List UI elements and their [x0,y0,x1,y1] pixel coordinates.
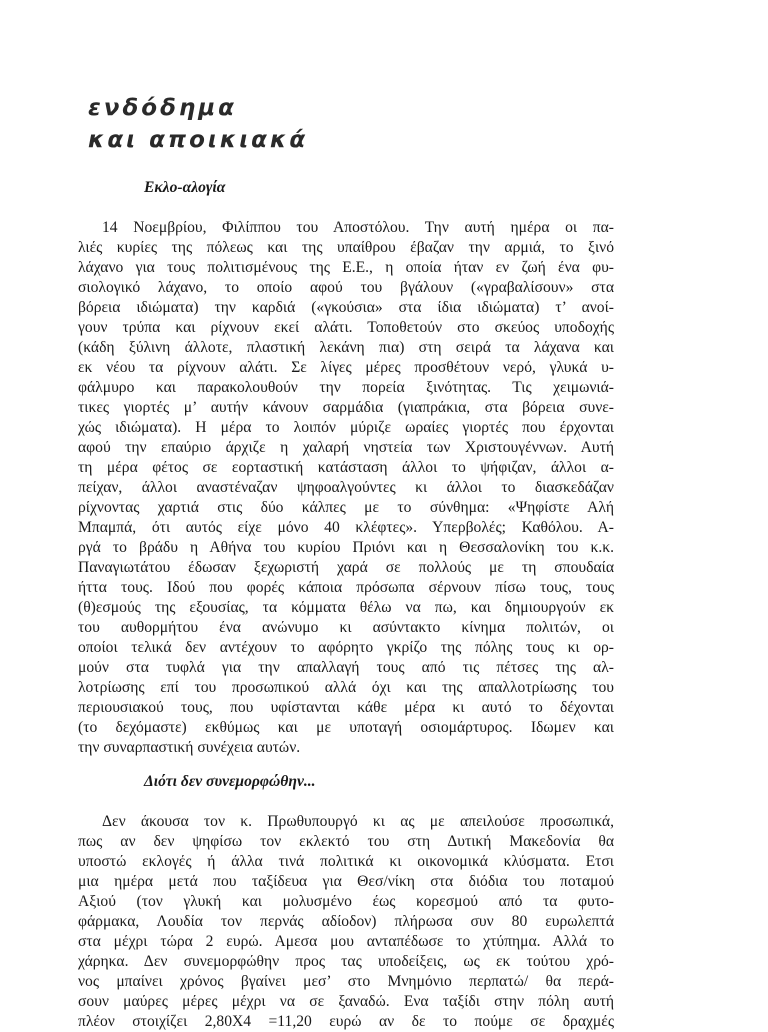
text-line: ήττα τους. Ιδού που φορές κάποια πρόσωπα σέρνουν πίσω τους, τους [78,579,614,596]
text-line: τικες γιορτές μ’ αυτήν κάνουν σαρμάδια (γιαπράκια, στα βόρεια συνε- [78,399,614,416]
section-title: Διότι δεν συνεμορφώθην... [144,773,316,790]
column-header-line-1: ενδόδημα [88,95,237,121]
text-line: Δεν άκουσα τον κ. Πρωθυπουργό κι ας με απειλούσε προσωπικά, [102,813,614,830]
text-line: αφού την επαύριο άρχιζε η χαλαρή νηστεία των Χριστουγέννων. Αυτή [78,439,614,456]
text-line: υποστώ εκλογές ή άλλα τινά πολιτικά κι οικονομικά κλύσματα. Ετσι [78,853,614,870]
text-line: Παναγιωτάτου έδωσαν ξεχωριστή χαρά σε πολλούς με τη σπουδαία [78,559,614,576]
text-line: βόρεια ιδιώματα) την καρδιά («γκούσια» στα ίδια ιδιώματα) τ’ ανοί- [78,299,614,316]
text-line: χώς ιδιώματα). Η μέρα το λοιπόν μύριζε ωραίες γιορτές που έρχονται [78,419,614,436]
text-line: ργά το βράδυ η Αθήνα του κυρίου Πριόνι και η Θεσσαλονίκη του κ.κ. [78,539,614,556]
text-line: σουν μαύρες μέρες μέχρι να σε ξαναδώ. Ενα ταξίδι στην πόλη αυτή [78,993,614,1010]
section-body [78,812,614,1032]
text-line: οποίοι τελικά δεν αντέχουν το αφόρητο γκρίζο της πόλης τους κι ορ- [78,639,614,656]
text-line: πλέον στοιχίζει 2,80Χ4 =11,20 ευρώ αν δε το πούμε σε δραχμές [78,1013,614,1030]
text-line: χάρηκα. Δεν συνεμορφώθην προς τας υποδείξεις, ως εκ τούτου χρό- [78,953,614,970]
text-line: μούν στα τυφλά για την απαλλαγή τους από τις πέτσες της αλ- [78,659,614,676]
text-line: τη μέρα φέτος σε εορταστική κατάσταση άλλοι το ψήφιζαν, άλλοι α- [78,459,614,476]
text-line: γουν τρύπα και ρίχνουν εκεί αλάτι. Τοποθετούν στο σκεύος υποδοχής [78,319,614,336]
text-line: λάχανο για τους πολιτισμένους της Ε.Ε., η οποία ήταν εν ζωή ένα φυ- [78,259,614,276]
text-line: την συναρπαστική συνέχεια αυτών. [78,739,301,756]
text-line: μια ημέρα μετά που ταξίδευα για Θεσ/νίκη στα διόδια του ποταμού [78,873,614,890]
text-line: περιουσιακού τους, που υφίστανται κάθε μέρα κι αυτό το δέχονται [78,699,614,716]
section-2 [78,772,614,1032]
text-line: σιολογικό λάχανο, το οποίο αφού του βγάλουν («γραβαλίσουν» στα [78,279,614,296]
text-line: φάρμακα, Λουδία τον περνάς αδίοδον) πλήρωσα συν 80 ευρωλεπτά [78,913,614,930]
text-line: φάλμυρο και παρακολουθούν την πορεία ξινότητας. Τις χειμωνιά- [78,379,614,396]
text-line: του αυθορμήτου ένα ανώνυμο κι ασύντακτο κίνημα πολιτών, οι [78,619,614,636]
column-header-line-2: και αποικιακά [88,127,309,153]
text-line: (θ)εσμούς της εξουσίας, τα κόμματα θέλω να πω, και δημιουργούν εκ [78,599,614,616]
text-line: (το δεχόμαστε) εκθύμως και με υποταγή οσιομάρτυρος. Ιδωμεν και [78,719,614,736]
text-line: ρίχνοντας χαρτιά στις δύο κάλπες με το σύνθημα: «Ψηφίστε Αλή [78,499,614,516]
text-line: πείχαν, άλλοι αναστέναζαν ψηφοαλγούντες κι άλλοι το διασκεδάζαν [78,479,614,496]
text-line: λοτρίωσης επί του προσωπικού αλλά όχι και της απαλλοτρίωσης του [78,679,614,696]
text-line: (κάδη ξύλινη άλλοτε, πλαστική λεκάνη πια) στη σειρά τα λάχανα και [78,339,614,356]
text-line: Μπαμπά, ότι αυτός είχε μόνο 40 κλέφτες». Υπερβολές; Καθόλου. Α- [78,519,614,536]
text-line: εκ νέου τα ρίχνουν αλάτι. Σε λίγες μέρες προσθέτουν νερό, γλυκά υ- [78,359,614,376]
section-title: Εκλο-αλογία [144,179,226,196]
text-line: λιές κυρίες της πόλεως και της υπαίθρου έβαζαν την αρμιά, το ξινό [78,239,614,256]
text-line: πως αν δεν ψηφίσω τον εκλεκτό του στη Δυτική Μακεδονία θα [78,833,614,850]
text-line: νος μπαίνει χρόνος βγαίνει μεσ’ στο Μνημόνιο περπατώ/ θα περά- [78,973,614,990]
section-1 [78,178,614,758]
text-line: στα μέχρι τώρα 2 ευρώ. Αμεσα μου ανταπέδωσε το χτύπημα. Αλλά το [78,933,614,950]
column-header [88,92,308,156]
text-line: Αξιού (τον γλυκή και μολυσμένο έως κορεσμού από τα φυτο- [78,893,614,910]
text-line: 14 Νοεμβρίου, Φιλίππου του Αποστόλου. Την αυτή ημέρα οι πα- [102,219,614,236]
section-body [78,218,614,758]
